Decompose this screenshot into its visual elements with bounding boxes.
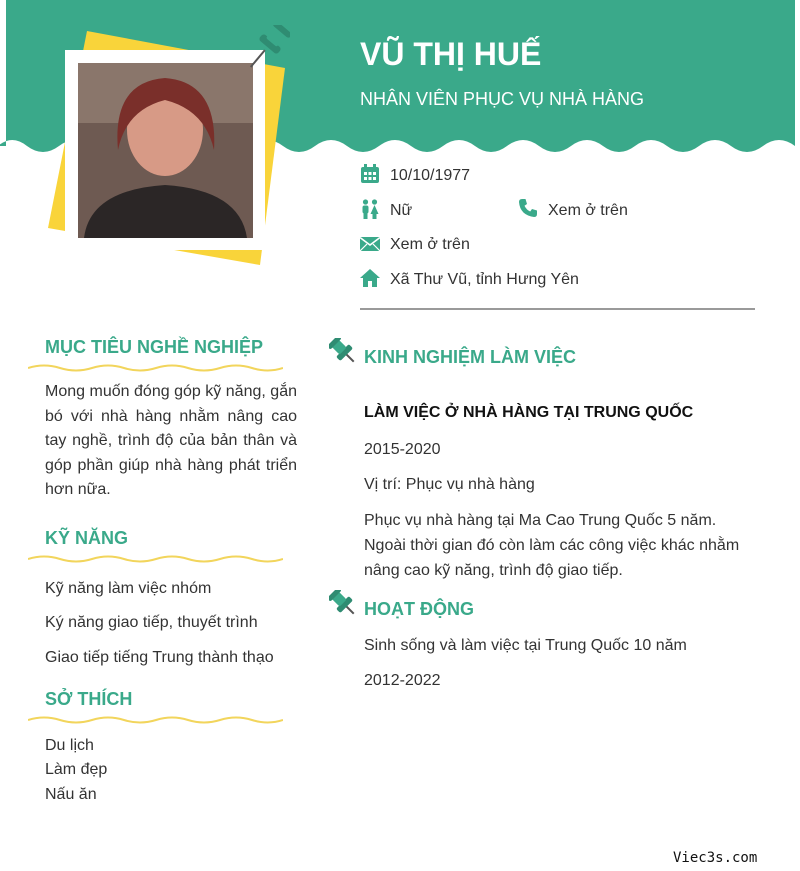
phone-icon [518,198,538,218]
phone-value[interactable]: Xem ở trên [548,202,628,219]
birthday-value: 10/10/1977 [390,167,471,184]
experience-title: KINH NGHIỆM LÀM VIỆC [364,347,577,367]
experience-description: Phục vụ nhà hàng tại Ma Cao Trung Quốc 5 năm. Ngoài thời gian đó còn làm các công việc khác nhằm nâng cao kỹ năng, trình độ giao tiếp. [364,512,740,579]
email-value[interactable]: Xem ở trên [390,236,470,253]
footer-brand[interactable]: Viec3s.com [673,850,758,866]
email-icon [360,234,380,254]
objective-title: MỤC TIÊU NGHỀ NGHIỆP [45,337,264,357]
skill-item: Ký năng giao tiếp, thuyết trình [45,614,258,631]
contact-divider [360,308,755,310]
pushpin-icon [329,590,357,618]
experience-period: 2015-2020 [364,441,441,458]
skill-item: Giao tiếp tiếng Trung thành thạo [45,649,274,666]
section-underline [28,362,283,374]
gender-icon [360,199,380,219]
hobby-item: Du lịch [45,737,94,754]
section-underline [28,553,283,565]
candidate-name: VŨ THỊ HUẾ [360,36,542,72]
experience-position: Vị trí: Phục vụ nhà hàng [364,476,535,493]
skills-title: KỸ NĂNG [45,528,129,548]
avatar [78,63,253,238]
activities-period: 2012-2022 [364,672,441,689]
calendar-icon [360,164,380,184]
home-icon [360,268,380,288]
candidate-job-title: NHÂN VIÊN PHỤC VỤ NHÀ HÀNG [360,89,645,109]
activities-text: Sinh sống và làm việc tại Trung Quốc 10 năm [364,637,687,654]
objective-text: Mong muốn đóng góp kỹ năng, gắn bó với nhà hàng nhằm nâng cao tay nghề, trình độ của bản thân và góp phần giúp nhà hàng phát triển hơn nữa. [45,383,297,499]
hobbies-title: SỞ THÍCH [45,689,133,709]
gender-value: Nữ [390,202,413,219]
profile-photo-frame [40,25,290,275]
experience-job: LÀM VIỆC Ở NHÀ HÀNG TẠI TRUNG QUỐC [364,404,694,421]
section-underline [28,714,283,726]
hobby-item: Nấu ăn [45,786,97,803]
activities-title: HOẠT ĐỘNG [364,599,474,619]
pushpin-icon [329,338,357,366]
skill-item: Kỹ năng làm việc nhóm [45,580,212,597]
hobby-item: Làm đẹp [45,761,108,778]
address-value: Xã Thư Vũ, tỉnh Hưng Yên [390,271,579,288]
